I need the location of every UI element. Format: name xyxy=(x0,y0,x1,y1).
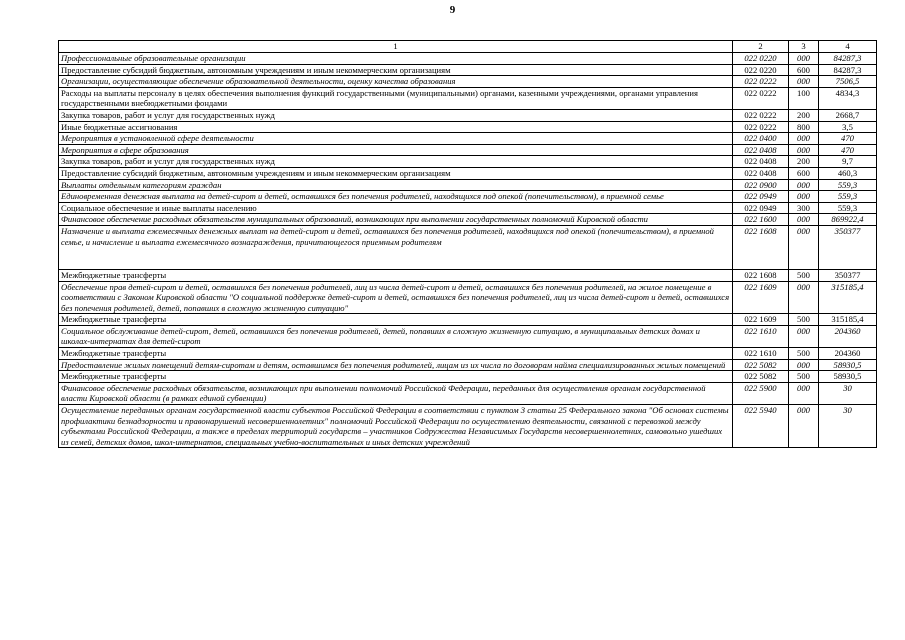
row-amount-cell: 204360 xyxy=(819,348,877,360)
row-expense-type-cell: 000 xyxy=(789,225,819,269)
row-code-cell: 022 1609 xyxy=(733,281,789,314)
row-expense-type-cell: 000 xyxy=(789,133,819,145)
row-amount-cell: 9,7 xyxy=(819,156,877,168)
table-row xyxy=(59,269,877,281)
table-row xyxy=(59,87,877,109)
header-col-2: 2 xyxy=(733,41,789,53)
row-expense-type-cell: 600 xyxy=(789,167,819,179)
row-name-cell: Обеспечение прав детей-сирот и детей, оставшихся без попечения родителей, лиц из числа детей-сирот и детей, оставшихся без попечения родителей, на жилое помещение в соответствии с Законом Кировской области "О социальной поддержке детей-сирот и детей, оставшихся без попечения родителей, лиц из числа детей-сирот и детей, оставшихся без попечения родителей, детей, попавших в сложную жизненную ситуацию" xyxy=(59,281,733,314)
row-name-cell: Межбюджетные трансферты xyxy=(59,269,733,281)
row-amount-cell: 559,3 xyxy=(819,191,877,203)
row-code-cell: 022 0222 xyxy=(733,109,789,121)
row-code-cell: 022 5082 xyxy=(733,359,789,371)
table-row xyxy=(59,179,877,191)
header-col-3: 3 xyxy=(789,41,819,53)
table-row xyxy=(59,167,877,179)
row-amount-cell: 350377 xyxy=(819,269,877,281)
row-code-cell: 022 1608 xyxy=(733,269,789,281)
row-amount-cell: 84287,3 xyxy=(819,64,877,76)
row-amount-cell: 58930,5 xyxy=(819,359,877,371)
row-amount-cell: 7506,5 xyxy=(819,76,877,88)
table-row xyxy=(59,225,877,269)
row-expense-type-cell: 300 xyxy=(789,202,819,214)
table-row xyxy=(59,371,877,383)
row-code-cell: 022 1608 xyxy=(733,225,789,269)
row-name-cell: Финансовое обеспечение расходных обязательств, возникающих при выполнении полномочий Российской Федерации, переданных для осуществления органам государственной власти Кировской области (в рамках единой субвенции) xyxy=(59,382,733,404)
row-amount-cell: 559,3 xyxy=(819,179,877,191)
table-header-row xyxy=(59,41,877,53)
row-expense-type-cell: 000 xyxy=(789,76,819,88)
table-row xyxy=(59,281,877,314)
row-name-cell: Назначение и выплата ежемесячных денежных выплат на детей-сирот и детей, оставшихся без попечения родителей, находящихся под опекой (попечительством), в приемной семье, и начисление и выплата ежемесячного вознаграждения, причитающегося приемным родителям xyxy=(59,225,733,269)
row-name-cell: Мероприятия в установленной сфере деятельности xyxy=(59,133,733,145)
row-name-cell: Выплаты отдельным категориям граждан xyxy=(59,179,733,191)
row-amount-cell: 470 xyxy=(819,144,877,156)
table-row xyxy=(59,133,877,145)
row-expense-type-cell: 000 xyxy=(789,179,819,191)
row-expense-type-cell: 200 xyxy=(789,109,819,121)
row-name-cell: Расходы на выплаты персоналу в целях обеспечения выполнения функций государственными (муниципальными) органами, казенными учреждениями, органами управления государственными внебюджетными фондами xyxy=(59,87,733,109)
row-expense-type-cell: 000 xyxy=(789,281,819,314)
header-col-1: 1 xyxy=(59,41,733,53)
row-name-cell: Финансовое обеспечение расходных обязательств муниципальных образований, возникающих при выполнении государственных полномочий Кировской области xyxy=(59,214,733,226)
row-code-cell: 022 0222 xyxy=(733,76,789,88)
row-expense-type-cell: 000 xyxy=(789,325,819,347)
row-amount-cell: 30 xyxy=(819,405,877,448)
row-expense-type-cell: 000 xyxy=(789,405,819,448)
row-name-cell: Мероприятия в сфере образования xyxy=(59,144,733,156)
row-amount-cell: 470 xyxy=(819,133,877,145)
row-code-cell: 022 5940 xyxy=(733,405,789,448)
row-code-cell: 022 0949 xyxy=(733,191,789,203)
table-row xyxy=(59,348,877,360)
row-code-cell: 022 5900 xyxy=(733,382,789,404)
row-code-cell: 022 0222 xyxy=(733,121,789,133)
row-name-cell: Закупка товаров, работ и услуг для государственных нужд xyxy=(59,156,733,168)
table-row xyxy=(59,121,877,133)
row-code-cell: 022 1609 xyxy=(733,314,789,326)
row-code-cell: 022 0949 xyxy=(733,202,789,214)
table-row xyxy=(59,359,877,371)
row-code-cell: 022 0408 xyxy=(733,144,789,156)
table-row xyxy=(59,202,877,214)
row-name-cell: Межбюджетные трансферты xyxy=(59,314,733,326)
row-code-cell: 022 0222 xyxy=(733,87,789,109)
row-name-cell: Предоставление субсидий бюджетным, автономным учреждениям и иным некоммерческим организациям xyxy=(59,167,733,179)
row-name-cell: Профессиональные образовательные организации xyxy=(59,53,733,65)
row-name-cell: Иные бюджетные ассигнования xyxy=(59,121,733,133)
row-name-cell: Единовременная денежная выплата на детей-сирот и детей, оставшихся без попечения родителей, находящихся под опекой (попечительством), в приемной семье xyxy=(59,191,733,203)
row-expense-type-cell: 000 xyxy=(789,53,819,65)
row-code-cell: 022 0408 xyxy=(733,167,789,179)
table-row xyxy=(59,76,877,88)
row-expense-type-cell: 200 xyxy=(789,156,819,168)
page-number: 9 xyxy=(449,4,456,16)
row-amount-cell: 30 xyxy=(819,382,877,404)
table-row xyxy=(59,325,877,347)
row-code-cell: 022 1610 xyxy=(733,325,789,347)
row-expense-type-cell: 000 xyxy=(789,191,819,203)
row-expense-type-cell: 500 xyxy=(789,269,819,281)
row-name-cell: Межбюджетные трансферты xyxy=(59,348,733,360)
row-amount-cell: 2668,7 xyxy=(819,109,877,121)
row-expense-type-cell: 100 xyxy=(789,87,819,109)
row-expense-type-cell: 500 xyxy=(789,314,819,326)
row-amount-cell: 3,5 xyxy=(819,121,877,133)
row-code-cell: 022 0220 xyxy=(733,53,789,65)
table-row xyxy=(59,64,877,76)
table-row xyxy=(59,405,877,448)
row-expense-type-cell: 000 xyxy=(789,144,819,156)
row-name-cell: Предоставление жилых помещений детям-сиротам и детям, оставшимся без попечения родителей, лицам из их числа по договорам найма специализированных жилых помещений xyxy=(59,359,733,371)
table-row xyxy=(59,156,877,168)
row-amount-cell: 84287,3 xyxy=(819,53,877,65)
row-code-cell: 022 0400 xyxy=(733,133,789,145)
budget-table xyxy=(58,40,877,448)
row-amount-cell: 4834,3 xyxy=(819,87,877,109)
row-name-cell: Социальное обслуживание детей-сирот, детей, оставшихся без попечения родителей, детей, попавших в сложную жизненную ситуацию, в муниципальных детских домах и школах-интернатах для детей-сирот xyxy=(59,325,733,347)
row-name-cell: Предоставление субсидий бюджетным, автономным учреждениям и иным некоммерческим организациям xyxy=(59,64,733,76)
row-name-cell: Межбюджетные трансферты xyxy=(59,371,733,383)
row-amount-cell: 350377 xyxy=(819,225,877,269)
row-name-cell: Социальное обеспечение и иные выплаты населению xyxy=(59,202,733,214)
row-expense-type-cell: 800 xyxy=(789,121,819,133)
row-code-cell: 022 5082 xyxy=(733,371,789,383)
row-expense-type-cell: 000 xyxy=(789,359,819,371)
row-name-cell: Организации, осуществляющие обеспечение образовательной деятельности, оценку качества образования xyxy=(59,76,733,88)
row-code-cell: 022 1610 xyxy=(733,348,789,360)
row-expense-type-cell: 500 xyxy=(789,371,819,383)
row-code-cell: 022 0408 xyxy=(733,156,789,168)
row-amount-cell: 58930,5 xyxy=(819,371,877,383)
row-expense-type-cell: 600 xyxy=(789,64,819,76)
row-name-cell: Закупка товаров, работ и услуг для государственных нужд xyxy=(59,109,733,121)
row-amount-cell: 315185,4 xyxy=(819,314,877,326)
row-code-cell: 022 0900 xyxy=(733,179,789,191)
table-row xyxy=(59,144,877,156)
row-amount-cell: 204360 xyxy=(819,325,877,347)
header-col-4: 4 xyxy=(819,41,877,53)
row-expense-type-cell: 000 xyxy=(789,214,819,226)
row-amount-cell: 315185,4 xyxy=(819,281,877,314)
row-amount-cell: 460,3 xyxy=(819,167,877,179)
table-row xyxy=(59,314,877,326)
row-expense-type-cell: 000 xyxy=(789,382,819,404)
table-row xyxy=(59,214,877,226)
table-row xyxy=(59,109,877,121)
table-row xyxy=(59,53,877,65)
row-code-cell: 022 0220 xyxy=(733,64,789,76)
table-row xyxy=(59,191,877,203)
row-amount-cell: 869922,4 xyxy=(819,214,877,226)
row-code-cell: 022 1600 xyxy=(733,214,789,226)
row-expense-type-cell: 500 xyxy=(789,348,819,360)
row-amount-cell: 559,3 xyxy=(819,202,877,214)
table-row xyxy=(59,382,877,404)
row-name-cell: Осуществление переданных органам государственной власти субъектов Российской Федерации в соответствии с пунктом 3 статьи 25 Федерального закона "Об основах системы профилактики безнадзорности и правонарушений несовершеннолетних" полномочий Российской Федерации по осуществлению деятельности, связанной с перевозкой между субъектами Российской Федерации, а также в пределах территорий государств – участников Содружества Независимых Государств несовершеннолетних, самовольно ушедших из семей, детских домов, школ-интернатов, специальных учебно-воспитательных и иных детских учреждений xyxy=(59,405,733,448)
